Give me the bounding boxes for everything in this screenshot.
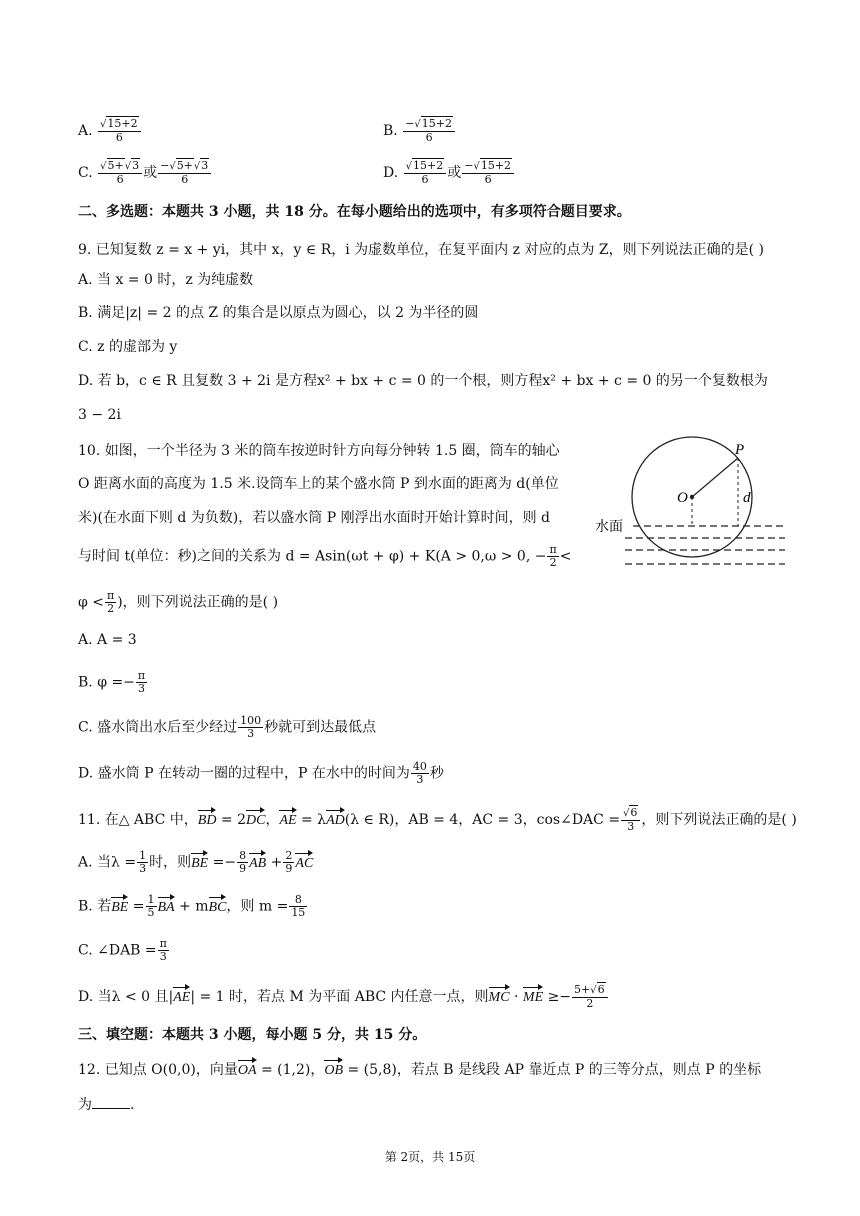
q10-option-c (78, 715, 376, 740)
numerator: 15+2 (413, 159, 444, 172)
vector: OB (324, 1059, 343, 1081)
vector: AB (249, 852, 266, 874)
fraction (137, 850, 148, 875)
denominator: 3 (416, 773, 424, 786)
label-water: 水面 (595, 519, 623, 535)
fraction (283, 850, 294, 875)
sign: − (464, 159, 474, 172)
vector: BD (198, 809, 217, 831)
q10-stem-line3: 米)(在水面下则 d 为负数)，若以盛水筒 P 刚浮出水面时开始计算时间，则 d (78, 510, 550, 526)
vector: AE (173, 986, 190, 1008)
q12-stem-line2 (78, 1094, 134, 1115)
text: · (509, 989, 523, 1005)
text: + (266, 854, 283, 871)
text: A. 当λ = (78, 854, 137, 871)
text: φ < (78, 594, 104, 611)
denominator: 9 (239, 862, 247, 875)
q10-stem-line5 (78, 590, 278, 615)
text: ， (265, 812, 280, 828)
fraction (158, 938, 169, 963)
text: = 2 (216, 812, 246, 828)
text: B. 若 (78, 898, 112, 915)
text: (λ ∈ R)，AB = 4，AC = 3，cos∠DAC = (344, 812, 621, 828)
fraction (411, 761, 429, 786)
text: 与时间 t(单位：秒)之间的关系为 d = Asin(ωt + φ) + K(A > 0,ω > 0, − (78, 548, 547, 565)
denominator: 3 (247, 727, 255, 740)
section-heading-fill-in: 三、填空题：本题共 3 小题，每小题 5 分，共 15 分。 (78, 1027, 427, 1043)
q11-option-d (78, 984, 609, 1010)
denominator: 6 (181, 173, 189, 186)
numerator: π (549, 543, 557, 556)
q8-option-d (383, 160, 515, 186)
text: 12. 已知点 O(0,0)，向量 (78, 1062, 238, 1078)
option-label: A. (78, 123, 93, 139)
numerator: 1 (139, 849, 147, 862)
text: C. ∠DAB = (78, 942, 157, 959)
sign: − (405, 117, 415, 130)
q12-stem-line1 (78, 1059, 761, 1081)
or-text: 或 (447, 165, 462, 181)
vector: AD (326, 809, 345, 831)
q8-option-a (78, 118, 142, 144)
vector: ME (523, 986, 543, 1008)
q11-option-c (78, 938, 170, 963)
option-label: B. (383, 123, 398, 139)
text: =− (208, 854, 237, 871)
label-d: d (743, 490, 751, 506)
numerator: 5+ (176, 159, 193, 172)
denominator: 2 (586, 997, 594, 1010)
text: < (559, 548, 572, 565)
fraction (237, 850, 248, 875)
numerator-b: 3 (201, 159, 209, 172)
fraction: $\frac{-√15+2}{6}$ (403, 118, 455, 144)
numerator: π (137, 669, 146, 682)
q10-option-b (78, 670, 148, 695)
fraction: $\frac{5+√6}{2}$ (572, 984, 608, 1010)
text: 时，则 (149, 854, 192, 871)
text: ，则 m = (226, 898, 289, 915)
text: = (1,2)， (256, 1062, 325, 1078)
vector: AE (279, 809, 296, 831)
q9-option-a: A. 当 x = 0 时，z 为纯虚数 (78, 272, 254, 288)
numerator: 6 (630, 806, 638, 819)
q11-option-a (78, 850, 313, 875)
fraction: $\frac{√15+2}{6}$ (404, 160, 447, 186)
numerator: 5+ (574, 983, 591, 996)
vector: BE (191, 852, 208, 874)
text: ，则下列说法正确的是( ) (641, 812, 797, 828)
numerator: 100 (240, 714, 262, 727)
denominator: 2 (549, 556, 557, 569)
vector: AC (295, 852, 313, 874)
fraction (146, 894, 157, 919)
numerator: π (106, 589, 115, 602)
denominator: 6 (116, 173, 124, 186)
option-label: C. (78, 165, 93, 181)
vector: MC (489, 986, 510, 1008)
text: ≥− (543, 989, 572, 1005)
text: D. 当λ < 0 且| (78, 989, 174, 1005)
denominator: 5 (147, 906, 155, 919)
text: = λ (296, 812, 327, 828)
q9-option-d: D. 若 b，c ∈ R 且复数 3 + 2i 是方程x² + bx + c = 0 的一个根，则方程x² + bx + c = 0 的另一个复数根为 (78, 373, 768, 389)
denominator: 6 (484, 173, 492, 186)
text: = (128, 898, 145, 915)
numerator: 15+2 (421, 117, 453, 130)
q9-stem: 9. 已知复数 z = x + yi，其中 x，y ∈ R，i 为虚数单位，在复平面内 z 对应的点为 Z，则下列说法正确的是( ) (78, 242, 764, 258)
fraction (547, 544, 558, 569)
fraction (105, 590, 116, 615)
q10-option-a: A. A = 3 (78, 632, 137, 648)
q8-option-b (383, 118, 456, 144)
label-o: O (677, 490, 688, 506)
denominator: 6 (115, 131, 123, 144)
vector: BC (209, 896, 227, 918)
denominator: 9 (285, 862, 293, 875)
text: 秒就可到达最低点 (264, 719, 377, 736)
denominator: 6 (421, 173, 429, 186)
fraction: $\frac{√15+2}{6}$ (98, 118, 141, 144)
vector: BA (158, 896, 175, 918)
radius-line (692, 458, 738, 497)
sign: − (160, 159, 170, 172)
denominator: 3 (627, 820, 635, 833)
page-footer: 第 2页，共 15页 (384, 1150, 476, 1164)
text: B. φ =− (78, 674, 135, 691)
denominator: 3 (159, 950, 167, 963)
fraction: $\frac{-√5+√3}{6}$ (158, 160, 211, 186)
numerator-b: 6 (597, 983, 605, 996)
q11-stem (78, 807, 797, 833)
text: )，则下列说法正确的是( ) (117, 594, 279, 611)
or-text: 或 (143, 165, 158, 181)
numerator-b: 3 (132, 159, 140, 172)
q10-stem-line2: O 距离水面的高度为 1.5 米.设筒车上的某个盛水筒 P 到水面的距离为 d(单位 (78, 476, 559, 492)
fraction: $\frac{-√15+2}{6}$ (462, 160, 514, 186)
text: + m (174, 898, 209, 915)
q8-option-c (78, 160, 212, 186)
label-p: P (735, 442, 745, 458)
numerator: 8 (239, 849, 247, 862)
numerator: 5+ (107, 159, 124, 172)
denominator: 3 (138, 682, 146, 695)
denominator: 3 (139, 862, 147, 875)
q10-stem-line1: 10. 如图，一个半径为 3 米的筒车按逆时针方向每分钟转 1.5 圈，筒车的轴心 (78, 443, 560, 459)
q10-stem-line4 (78, 544, 571, 569)
fraction: $\frac{√6}{3}$ (621, 807, 640, 833)
vector: BE (111, 896, 128, 918)
numerator: 15+2 (480, 159, 512, 172)
water-wheel-figure (595, 425, 790, 580)
vector: DC (246, 809, 265, 831)
text: 11. 在△ ABC 中， (78, 812, 198, 828)
text: D. 盛水筒 P 在转动一圈的过程中，P 在水中的时间为 (78, 765, 410, 782)
numerator: 8 (289, 894, 307, 907)
text: = (5,8)，若点 B 是线段 AP 靠近点 P 的三等分点，则点 P 的坐标 (343, 1062, 762, 1078)
numerator: 40 (412, 760, 427, 773)
vector: OA (238, 1059, 257, 1081)
q10-option-d (78, 761, 444, 786)
numerator: 2 (285, 849, 293, 862)
text: 为 (78, 1097, 92, 1113)
text: 秒 (429, 765, 444, 782)
answer-blank[interactable] (92, 1094, 130, 1109)
numerator: π (159, 937, 167, 950)
option-label: D. (383, 165, 399, 181)
fraction: $\frac{√5+√3}{6}$ (98, 160, 142, 186)
denominator: 6 (425, 131, 433, 144)
fraction (289, 894, 307, 919)
section-heading-multiple-choice: 二、多选题：本题共 3 小题，共 18 分。在每小题给出的选项中，有多项符合题目要求。 (78, 204, 631, 220)
denominator: 2 (107, 602, 115, 615)
q9-option-d-cont: 3 − 2i (78, 407, 121, 423)
q9-option-b: B. 满足|z| = 2 的点 Z 的集合是以原点为圆心，以 2 为半径的圆 (78, 305, 479, 321)
text: | = 1 时，若点 M 为平面 ABC 内任意一点，则 (190, 989, 489, 1005)
fraction (136, 670, 147, 695)
text: C. 盛水筒出水后至少经过 (78, 719, 238, 736)
text: . (130, 1097, 135, 1113)
denominator: 15 (291, 906, 306, 919)
q9-option-c: C. z 的虚部为 y (78, 339, 178, 355)
fraction (238, 715, 263, 740)
q11-option-b (78, 894, 308, 919)
numerator: 15+2 (107, 117, 138, 130)
numerator: 1 (147, 893, 155, 906)
